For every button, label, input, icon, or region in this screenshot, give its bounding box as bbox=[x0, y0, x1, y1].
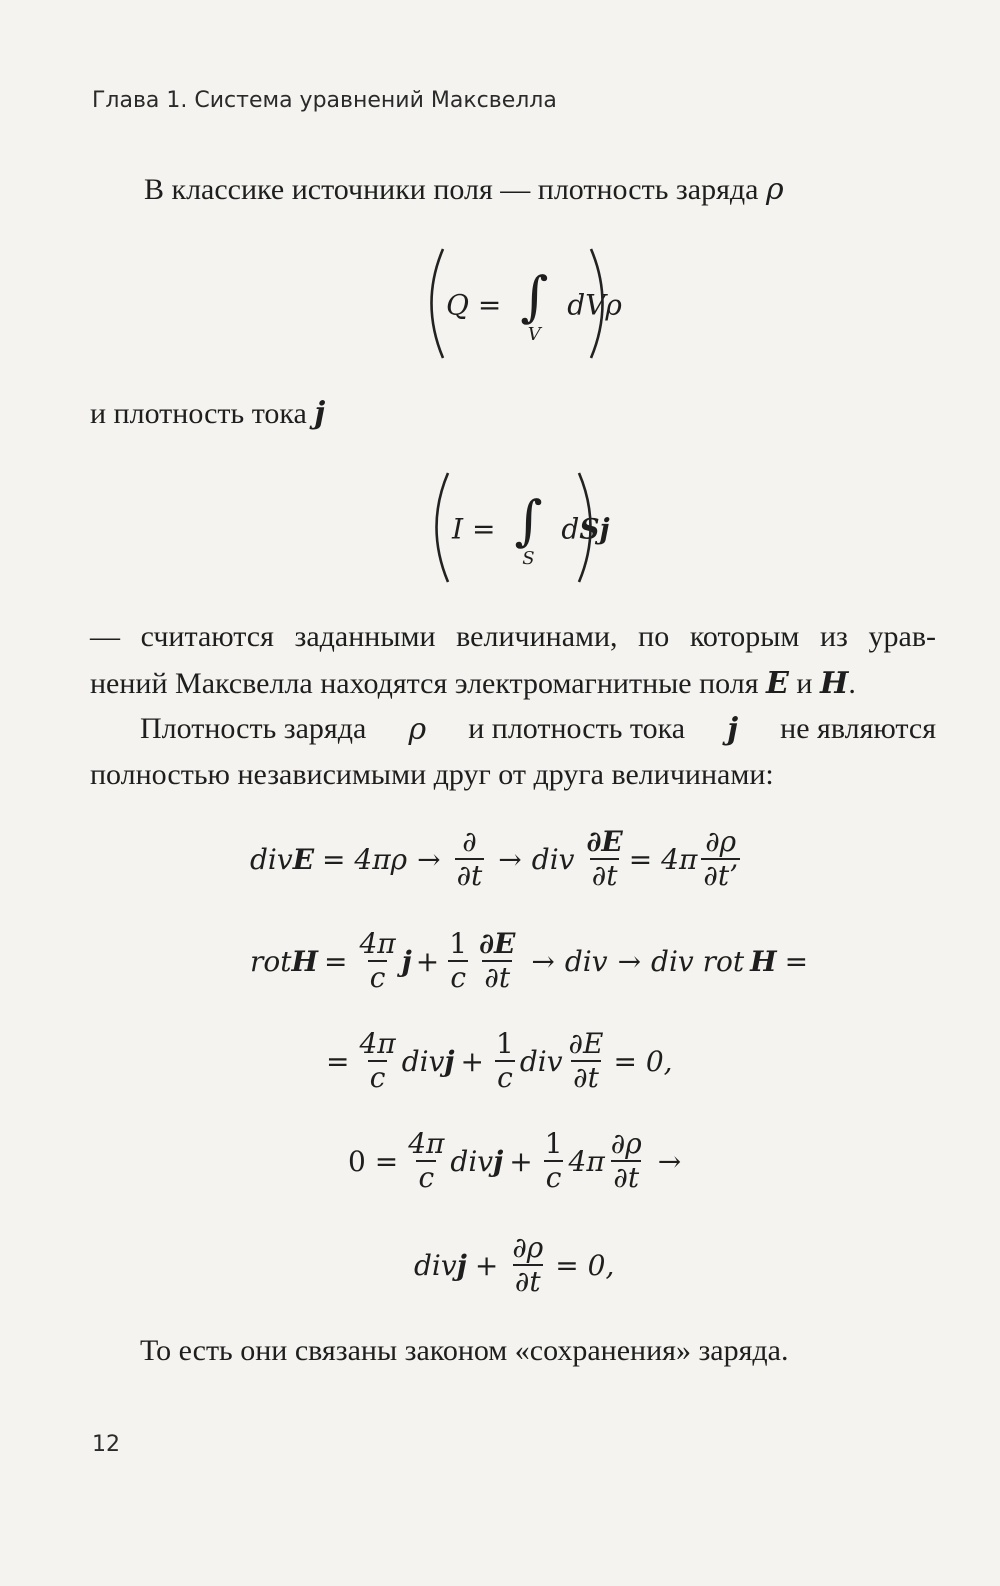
eq3-c-2: c bbox=[497, 1061, 513, 1095]
eq4-frac-drho-dt bbox=[609, 1128, 644, 1194]
paragraph-charge-density bbox=[144, 172, 784, 207]
eq5-end: = 0, bbox=[555, 1248, 615, 1282]
eq2-rot: rot bbox=[250, 944, 292, 978]
eq2-c-2: c bbox=[450, 961, 467, 995]
current-d: d bbox=[561, 512, 580, 546]
eq1-4pi: = 4π bbox=[628, 842, 698, 876]
eq1-div2: div bbox=[531, 842, 575, 876]
eq3-j: j bbox=[444, 1044, 455, 1078]
p3-period: . bbox=[848, 667, 856, 700]
integral-sub-v: V bbox=[527, 324, 541, 345]
eq4-zero: 0 = bbox=[348, 1144, 399, 1178]
chapter-header: Глава 1. Система уравнений Максвелла bbox=[92, 88, 557, 113]
eq3-plus: + bbox=[460, 1044, 484, 1078]
eq2-c: c bbox=[369, 961, 386, 995]
eq3-frac-1-c bbox=[494, 1028, 516, 1094]
eq3-dt: ∂t bbox=[573, 1061, 599, 1095]
eq3-c: c bbox=[369, 1061, 386, 1095]
integral-sign-v: ∫ V bbox=[520, 265, 549, 345]
eq2-4pi: 4π bbox=[359, 927, 396, 960]
eq5-div: div bbox=[414, 1248, 457, 1282]
eq4-4pi-2: 4π bbox=[568, 1144, 605, 1178]
eq4-dt: ∂t bbox=[613, 1161, 640, 1195]
h-field-symbol: H bbox=[819, 666, 849, 701]
eq2-eq: = bbox=[323, 944, 348, 978]
eq5-plus: + bbox=[474, 1248, 499, 1282]
eq2-dE: ∂E bbox=[479, 927, 516, 960]
equation-expansion bbox=[326, 1028, 673, 1094]
eq2-H: H bbox=[291, 944, 318, 978]
eq2-eq-end: = bbox=[784, 944, 809, 978]
eq1-arrow-1: → bbox=[417, 842, 441, 876]
eq4-frac-1-c bbox=[543, 1128, 565, 1194]
eq4-one: 1 bbox=[544, 1127, 563, 1160]
eq2-arrow-1: → bbox=[531, 944, 555, 978]
eq1-drho: ∂ρ bbox=[705, 825, 737, 858]
eq4-div: div bbox=[450, 1144, 494, 1178]
eq2-H2: H bbox=[750, 944, 777, 978]
current-S: S bbox=[579, 512, 600, 546]
e-field-symbol: E bbox=[766, 666, 789, 701]
current-j: j bbox=[599, 512, 610, 546]
equation-div-e bbox=[250, 826, 744, 892]
p1-text: В классике источники поля — плотность заряда bbox=[144, 173, 759, 206]
eq1-4pi-rho: = 4πρ bbox=[322, 842, 408, 876]
charge-integrand: dVρ bbox=[567, 288, 622, 322]
integral-sub-s: S bbox=[522, 548, 535, 569]
eq3-end: = 0, bbox=[613, 1044, 673, 1078]
eq2-frac-de-dt bbox=[477, 928, 517, 994]
eq1-frac-d-dt bbox=[455, 826, 485, 892]
eq1-dt-end: ∂t’ bbox=[703, 859, 738, 893]
p4-text-b: и плотность тока bbox=[468, 712, 686, 745]
left-paren-q bbox=[418, 246, 448, 361]
eq1-E: E bbox=[292, 842, 315, 876]
eq3-dE: ∂E bbox=[568, 1027, 604, 1060]
eq4-drho: ∂ρ bbox=[610, 1127, 642, 1160]
rho-symbol: ρ bbox=[765, 172, 784, 207]
eq3-div: div bbox=[401, 1044, 445, 1078]
right-paren-q bbox=[586, 246, 616, 361]
eq2-j: j bbox=[401, 944, 412, 978]
eq3-frac-de-dt bbox=[567, 1028, 606, 1094]
eq4-plus: + bbox=[509, 1144, 533, 1178]
current-lhs: I = bbox=[452, 512, 496, 546]
eq4-4pi: 4π bbox=[408, 1127, 445, 1160]
eq1-frac-de-dt bbox=[584, 826, 624, 892]
eq2-arrow-2: → bbox=[617, 944, 642, 978]
page-number: 12 bbox=[92, 1432, 120, 1457]
j-symbol: j bbox=[314, 396, 326, 431]
eq2-div-rot: div rot bbox=[651, 944, 745, 978]
eq3-one: 1 bbox=[496, 1027, 514, 1060]
p4-rho: ρ bbox=[408, 712, 427, 747]
equation-rot-h bbox=[250, 928, 808, 994]
eq1-div: div bbox=[250, 842, 293, 876]
eq5-dt: ∂t bbox=[514, 1265, 541, 1299]
eq1-dE: ∂E bbox=[586, 825, 623, 858]
eq3-frac-4pi-c bbox=[357, 1028, 397, 1094]
eq5-frac-drho-dt bbox=[510, 1232, 545, 1298]
eq2-one: 1 bbox=[449, 927, 468, 960]
paragraph-conservation: То есть они связаны законом «сохранения» заряда. bbox=[140, 1334, 789, 1367]
eq1-d: ∂ bbox=[462, 825, 477, 858]
eq3-div2: div bbox=[519, 1044, 563, 1078]
eq1-frac-drho-dt bbox=[701, 826, 740, 892]
equation-zero bbox=[348, 1128, 681, 1194]
right-paren-i bbox=[574, 470, 604, 585]
p3-line2-text: нений Максвелла находятся электромагнитные поля bbox=[90, 667, 759, 700]
paragraph-dependence-line1 bbox=[140, 712, 936, 747]
eq4-c: c bbox=[418, 1161, 435, 1195]
p4-text-a: Плотность заряда bbox=[140, 712, 367, 745]
eq4-j: j bbox=[493, 1144, 504, 1178]
equation-continuity bbox=[414, 1232, 614, 1298]
p3-and: и bbox=[796, 667, 813, 700]
eq5-drho: ∂ρ bbox=[512, 1231, 544, 1264]
eq5-j: j bbox=[456, 1248, 467, 1282]
eq4-frac-4pi-c bbox=[406, 1128, 446, 1194]
integral-sign-s: ∫ S bbox=[514, 489, 543, 569]
eq1-arrow-2: → bbox=[498, 842, 522, 876]
eq3-eq: = bbox=[326, 1044, 350, 1078]
p2-text: и плотность тока bbox=[90, 397, 307, 430]
eq2-frac-1-c bbox=[447, 928, 469, 994]
paragraph-fields-line2 bbox=[90, 666, 856, 701]
eq4-arrow: → bbox=[657, 1144, 682, 1178]
charge-lhs: Q = bbox=[446, 288, 502, 322]
paragraph-fields-line1: — считаются заданными величинами, по которым из урав- bbox=[90, 620, 936, 653]
paragraph-current-density bbox=[90, 396, 325, 431]
left-paren-i bbox=[423, 470, 453, 585]
eq1-dt-2: ∂t bbox=[591, 859, 618, 893]
eq1-dt: ∂t bbox=[456, 859, 483, 893]
eq2-frac-4pi-c bbox=[357, 928, 397, 994]
p4-j: j bbox=[727, 712, 739, 747]
eq2-dt: ∂t bbox=[484, 961, 511, 995]
eq2-div: div bbox=[564, 944, 608, 978]
eq3-4pi: 4π bbox=[359, 1027, 396, 1060]
paragraph-dependence-line2: полностью независимыми друг от друга величинами: bbox=[90, 758, 774, 791]
eq4-c-2: c bbox=[545, 1161, 562, 1195]
eq2-plus: + bbox=[415, 944, 440, 978]
p4-text-c: не являются bbox=[780, 712, 936, 745]
